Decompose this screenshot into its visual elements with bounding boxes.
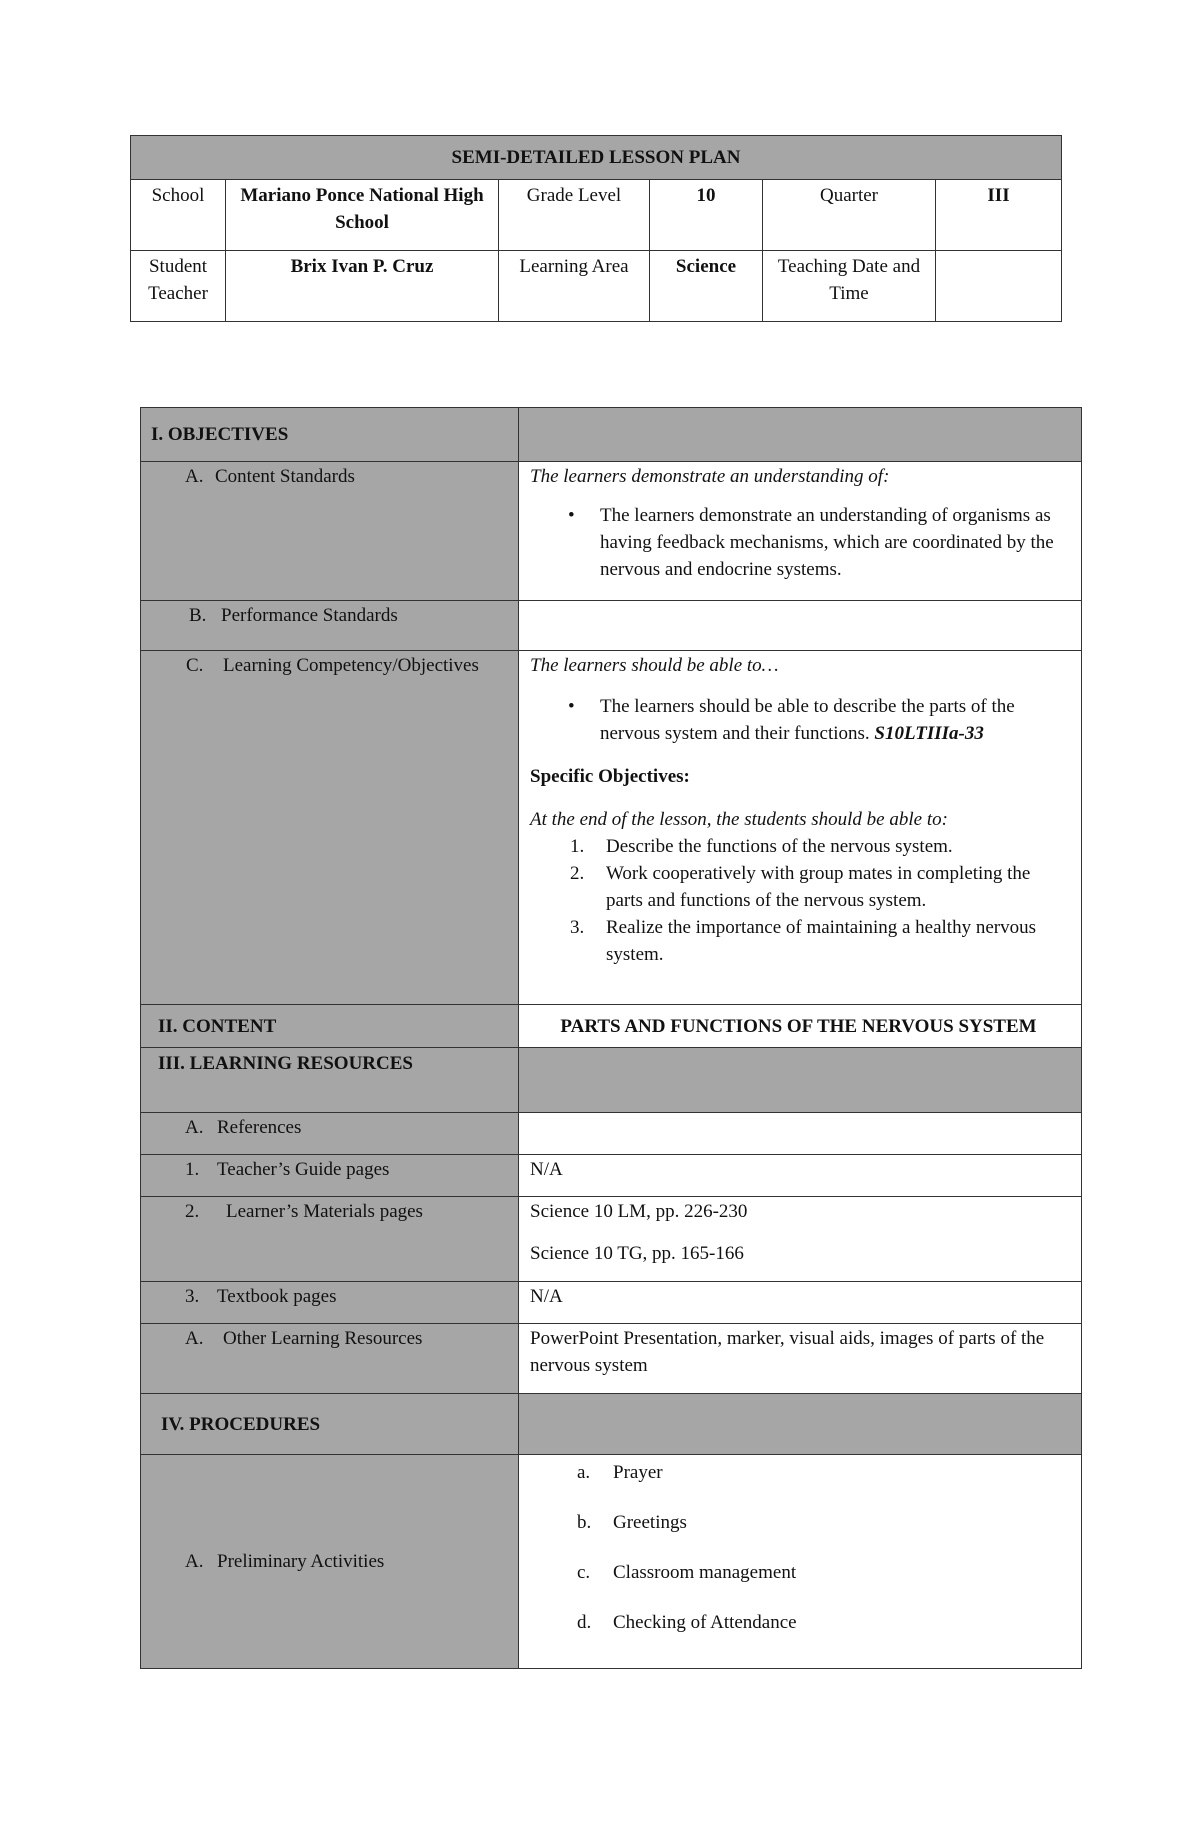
procedures-heading: IV. PROCEDURES: [141, 1394, 519, 1455]
competency-bullet: [600, 693, 1067, 747]
competency-intro: The learners should be able to…: [530, 655, 779, 676]
teachers-guide-num: 1.: [185, 1159, 200, 1180]
references-value: [519, 1113, 1082, 1155]
competency-bullet-text: The learners should be able to describe the parts of the nervous system and their functions.: [600, 696, 1015, 744]
specific-objective-num: 3.: [570, 917, 585, 938]
specific-objective-item: [530, 833, 1067, 860]
lesson-plan-main-table: [140, 407, 1082, 1669]
textbook-num: 3.: [185, 1286, 200, 1307]
specific-objective-item: [530, 914, 1067, 968]
learning-resources-heading-fill: [519, 1048, 1082, 1113]
performance-standards-value: [519, 601, 1082, 651]
competency-label: Learning Competency/Objectives: [223, 655, 479, 676]
teachers-guide-label: Teacher’s Guide pages: [217, 1159, 390, 1180]
preliminary-activity-text: Prayer: [613, 1462, 663, 1483]
specific-objectives-list: [530, 833, 1067, 968]
competency-cell: [141, 651, 519, 1005]
competency-list: [530, 693, 1067, 747]
preliminary-activity-text: Checking of Attendance: [613, 1612, 797, 1633]
competency-letter: C.: [186, 655, 204, 676]
learners-materials-value-2: Science 10 TG, pp. 165-166: [530, 1243, 744, 1264]
content-standards-letter: A.: [185, 466, 204, 487]
learners-materials-value: [519, 1197, 1082, 1282]
specific-objective-text: Describe the functions of the nervous system.: [606, 836, 953, 857]
references-letter: A.: [185, 1117, 204, 1138]
grade-level-label: Grade Level: [499, 180, 650, 251]
school-label: School: [131, 180, 226, 251]
preliminary-activity-letter: d.: [577, 1612, 592, 1633]
header-title: SEMI-DETAILED LESSON PLAN: [131, 136, 1062, 180]
textbook-cell: [141, 1282, 519, 1324]
preliminary-activity-item: [530, 1609, 1067, 1659]
school-value: Mariano Ponce National High School: [226, 180, 499, 251]
references-cell: [141, 1113, 519, 1155]
other-resources-value: PowerPoint Presentation, marker, visual aids, images of parts of the nervous system: [519, 1324, 1082, 1394]
content-value: PARTS AND FUNCTIONS OF THE NERVOUS SYSTEM: [519, 1005, 1082, 1048]
content-standards-value: [519, 462, 1082, 601]
quarter-label: Quarter: [763, 180, 936, 251]
preliminary-activities-cell: [141, 1455, 519, 1669]
specific-objectives-intro: At the end of the lesson, the students should be able to:: [530, 809, 948, 830]
specific-objective-text: Realize the importance of maintaining a healthy nervous system.: [606, 917, 1036, 965]
objectives-heading: I. OBJECTIVES: [141, 408, 519, 462]
specific-objective-text: Work cooperatively with group mates in completing the parts and functions of the nervous system.: [606, 863, 1031, 911]
procedures-heading-fill: [519, 1394, 1082, 1455]
preliminary-activities-list: [530, 1459, 1067, 1659]
objectives-heading-fill: [519, 408, 1082, 462]
preliminary-activity-item: [530, 1509, 1067, 1559]
performance-standards-cell: [141, 601, 519, 651]
preliminary-activity-text: Greetings: [613, 1512, 687, 1533]
specific-objective-num: 1.: [570, 836, 585, 857]
teachers-guide-value: N/A: [519, 1155, 1082, 1197]
performance-standards-letter: B.: [189, 605, 207, 626]
preliminary-activity-item: [530, 1559, 1067, 1609]
performance-standards-label: Performance Standards: [221, 605, 398, 626]
student-teacher-value: Brix Ivan P. Cruz: [226, 251, 499, 322]
learning-area-label: Learning Area: [499, 251, 650, 322]
content-standards-list: [530, 502, 1067, 583]
learners-materials-num: 2.: [185, 1201, 200, 1222]
competency-code: S10LTIIIa-33: [874, 723, 984, 744]
preliminary-activities-letter: A.: [185, 1551, 204, 1572]
student-teacher-label: Student Teacher: [131, 251, 226, 322]
teaching-date-label: Teaching Date and Time: [763, 251, 936, 322]
learners-materials-label: Learner’s Materials pages: [226, 1201, 423, 1222]
teachers-guide-cell: [141, 1155, 519, 1197]
learning-resources-heading: III. LEARNING RESOURCES: [141, 1048, 519, 1113]
specific-objective-num: 2.: [570, 863, 585, 884]
quarter-value: III: [936, 180, 1062, 251]
content-heading: II. CONTENT: [141, 1005, 519, 1048]
lesson-plan-header-table: [130, 135, 1062, 322]
content-standards-cell: [141, 462, 519, 601]
content-standards-bullet: • The learners demonstrate an understanding of organisms as having feedback mechanisms, which are coordinated by the nervous and endocrine systems.: [600, 502, 1067, 583]
other-resources-label: Other Learning Resources: [223, 1328, 423, 1349]
references-label: References: [217, 1117, 302, 1138]
learners-materials-value-1: Science 10 LM, pp. 226-230: [530, 1201, 748, 1222]
grade-level-value: 10: [650, 180, 763, 251]
preliminary-activities-value: [519, 1455, 1082, 1669]
textbook-label: Textbook pages: [217, 1286, 337, 1307]
learning-area-value: Science: [650, 251, 763, 322]
other-resources-cell: [141, 1324, 519, 1394]
textbook-value: N/A: [519, 1282, 1082, 1324]
learners-materials-cell: [141, 1197, 519, 1282]
other-resources-letter: A.: [185, 1328, 204, 1349]
preliminary-activity-item: [530, 1459, 1067, 1509]
preliminary-activity-letter: c.: [577, 1562, 591, 1583]
preliminary-activity-letter: a.: [577, 1462, 591, 1483]
preliminary-activity-letter: b.: [577, 1512, 592, 1533]
content-standards-intro: The learners demonstrate an understanding of:: [530, 466, 890, 487]
content-standards-label: Content Standards: [215, 466, 355, 487]
teaching-date-value: [936, 251, 1062, 322]
specific-objective-item: [530, 860, 1067, 914]
preliminary-activity-text: Classroom management: [613, 1562, 797, 1583]
competency-value: [519, 651, 1082, 1005]
specific-objectives-heading: Specific Objectives:: [530, 766, 690, 787]
preliminary-activities-label: Preliminary Activities: [217, 1551, 385, 1572]
